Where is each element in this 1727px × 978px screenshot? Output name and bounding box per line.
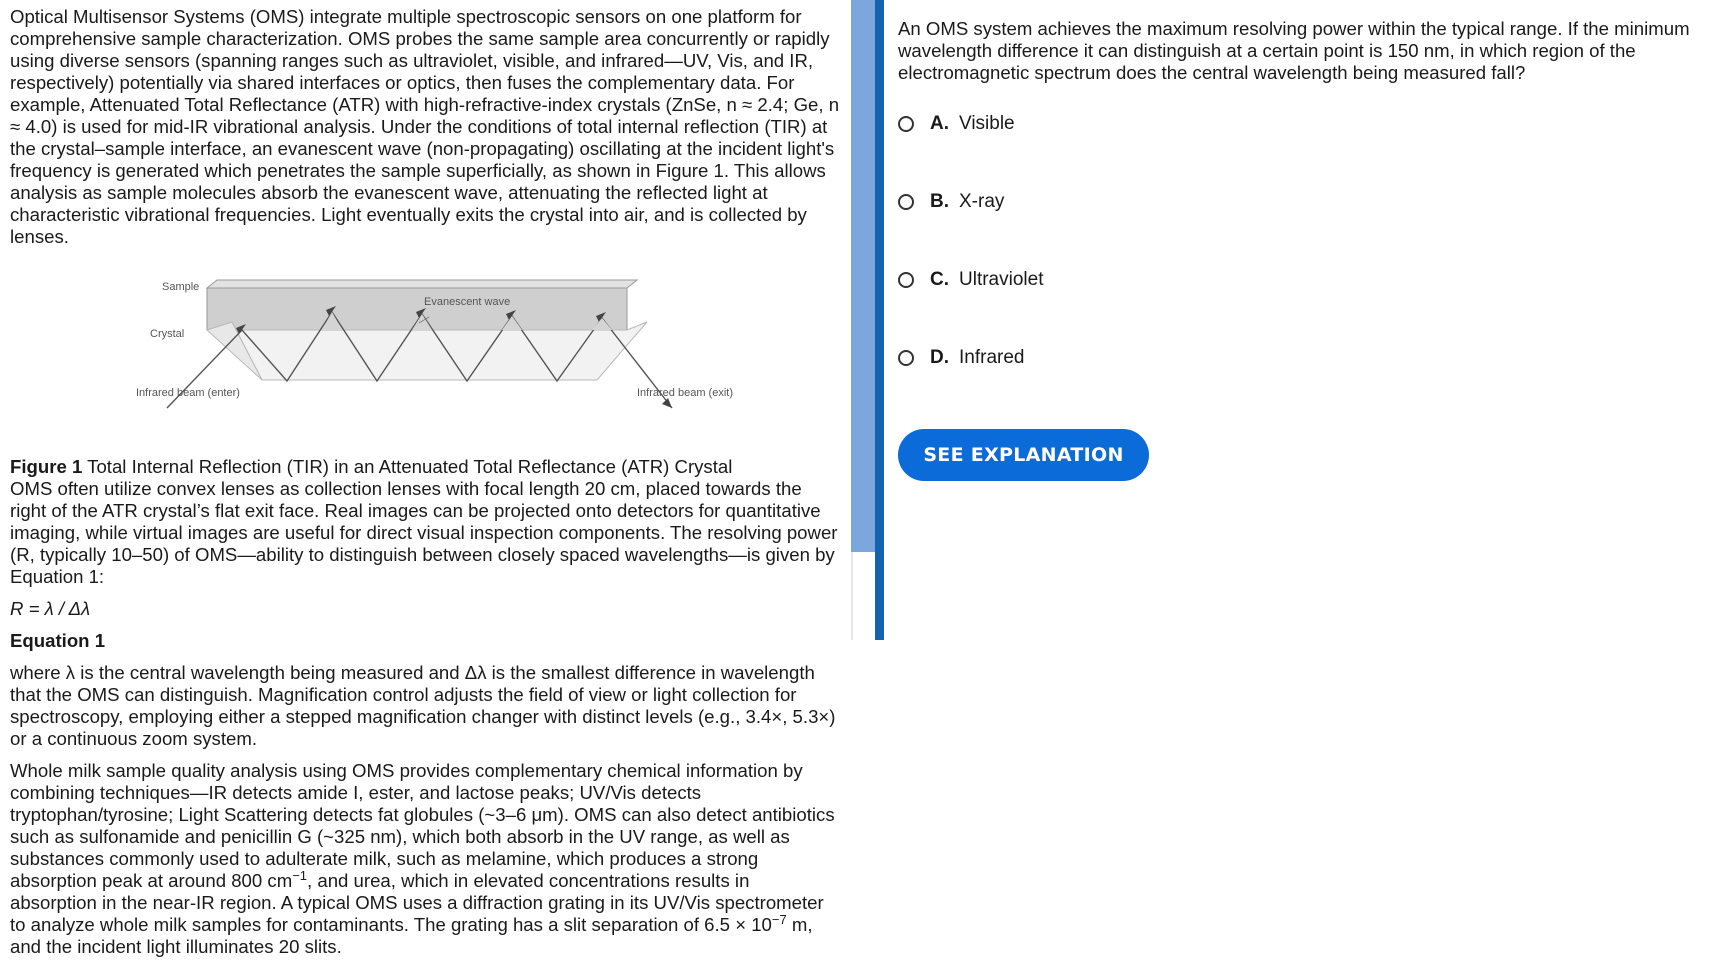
option-b[interactable] bbox=[898, 191, 1004, 213]
panel-divider-scrollbar[interactable] bbox=[851, 0, 883, 640]
passage-para-4 bbox=[10, 760, 840, 958]
radio-icon[interactable] bbox=[898, 116, 914, 132]
option-a[interactable] bbox=[898, 113, 1015, 135]
crystal-trapezoid bbox=[207, 322, 647, 380]
equation-text: R = λ / Δλ bbox=[10, 598, 91, 619]
label-beam-enter: Infrared beam (enter) bbox=[136, 387, 240, 399]
equation-label: Equation 1 bbox=[10, 630, 106, 651]
passage-intro: Optical Multisensor Systems (OMS) integrate multiple spectroscopic sensors on one platform for comprehensive sample characterization. OMS probes the same sample area concurrently or rapidly using diverse sensors (spanning ranges such as ultraviolet, visible, and infrared—UV, Vis, and IR, respectively) potentially via shared interfaces or optics, then fuses the complementary data. For example, Attenuated Total Reflectance (ATR) with high-refractive-index crystals (ZnSe, n ≈ 2.4; Ge, n ≈ 4.0) is used for mid-IR vibrational analysis. Under the conditions of total internal reflection (TIR) at the crystal–sample interface, an evanescent wave (non-propagating) oscillating at the incident light's frequency is generated which penetrates the sample superficially, as shown in Figure 1. This allows analysis as sample molecules absorb the evanescent wave, attenuating the reflected light at characteristic vibrational frequencies. Light eventually exits the crystal into air, and is collected by lenses. bbox=[10, 6, 840, 247]
option-d[interactable] bbox=[898, 347, 1024, 369]
passage-panel bbox=[10, 6, 840, 968]
option-text: Infrared bbox=[959, 347, 1025, 368]
option-letter: C. bbox=[930, 269, 949, 290]
option-letter: D. bbox=[930, 347, 949, 368]
para4-part-a: Whole milk sample quality analysis using OMS provides complementary chemical information by combining techniques—IR detects amide I, ester, and lactose peaks; UV/Vis detects tryptophan/tyrosine; Light Scattering detects fat globules (~3–6 μm). OMS can also detect antibiotics such as sulfonamide and penicillin G (~325 nm), which both absorb in the UV range, as well as substances commonly used to adulterate milk, such as melamine, which produces a strong absorption peak at around 800 cm bbox=[10, 760, 835, 891]
panel-divider bbox=[875, 0, 884, 640]
option-text: Visible bbox=[959, 113, 1015, 134]
radio-icon[interactable] bbox=[898, 194, 914, 210]
option-letter: A. bbox=[930, 113, 949, 134]
figure-caption-label: Figure 1 bbox=[10, 456, 83, 477]
option-letter: B. bbox=[930, 191, 949, 212]
option-text: X-ray bbox=[959, 191, 1005, 212]
passage-para-3: where λ is the central wavelength being measured and Δλ is the smallest difference in wavelength that the OMS can distinguish. Magnification control adjusts the field of view or light collection for spectroscopy, employing either a stepped magnification changer with distinct levels (e.g., 3.4×, 5.3×) or a continuous zoom system. bbox=[10, 662, 836, 749]
radio-icon[interactable] bbox=[898, 350, 914, 366]
para4-part-c: m, and the incident light illuminates 20 slits. bbox=[10, 914, 813, 957]
para4-part-b: , and urea, which in elevated concentrations results in absorption in the near-IR region. A typical OMS uses a diffraction grating in its UV/Vis spectrometer to analyze whole milk samples for contaminants. The grating has a slit separation of 6.5 × 10 bbox=[10, 870, 824, 935]
option-text: Ultraviolet bbox=[959, 269, 1044, 290]
label-sample: Sample bbox=[162, 281, 200, 293]
figure-caption bbox=[10, 456, 840, 478]
atr-crystal-diagram bbox=[10, 260, 840, 456]
figure-1 bbox=[10, 260, 840, 456]
figure-caption-text: Total Internal Reflection (TIR) in an Attenuated Total Reflectance (ATR) Crystal bbox=[82, 456, 733, 477]
equation bbox=[10, 598, 840, 620]
sample-top-face bbox=[207, 280, 637, 288]
question-text: An OMS system achieves the maximum resolving power within the typical range. If the minimum wavelength difference it can distinguish at a certain point is 150 nm, in which region of the electromagnetic spectrum does the central wavelength being measured fall? bbox=[898, 18, 1690, 83]
label-crystal: Crystal bbox=[150, 328, 185, 340]
scrollbar-thumb[interactable] bbox=[851, 0, 875, 552]
para4-sup-2: −7 bbox=[771, 911, 787, 927]
scrollbar-track bbox=[851, 552, 875, 640]
radio-icon[interactable] bbox=[898, 272, 914, 288]
beam-arrow-exit bbox=[662, 398, 672, 408]
passage-para-2: OMS often utilize convex lenses as collection lenses with focal length 20 cm, placed towards the right of the ATR crystal’s flat exit face. Real images can be projected onto detectors for quantitative imaging, while virtual images are useful for direct visual inspection components. The resolving power (R, typically 10–50) of OMS—ability to distinguish between closely spaced wavelengths—is given by Equation 1: bbox=[10, 478, 838, 587]
see-explanation-button[interactable]: SEE EXPLANATION bbox=[898, 429, 1149, 481]
label-beam-exit: Infrared beam (exit) bbox=[637, 387, 733, 399]
para4-sup-1: −1 bbox=[292, 867, 308, 883]
option-c[interactable] bbox=[898, 269, 1043, 291]
label-evanescent-wave: Evanescent wave bbox=[424, 296, 511, 308]
